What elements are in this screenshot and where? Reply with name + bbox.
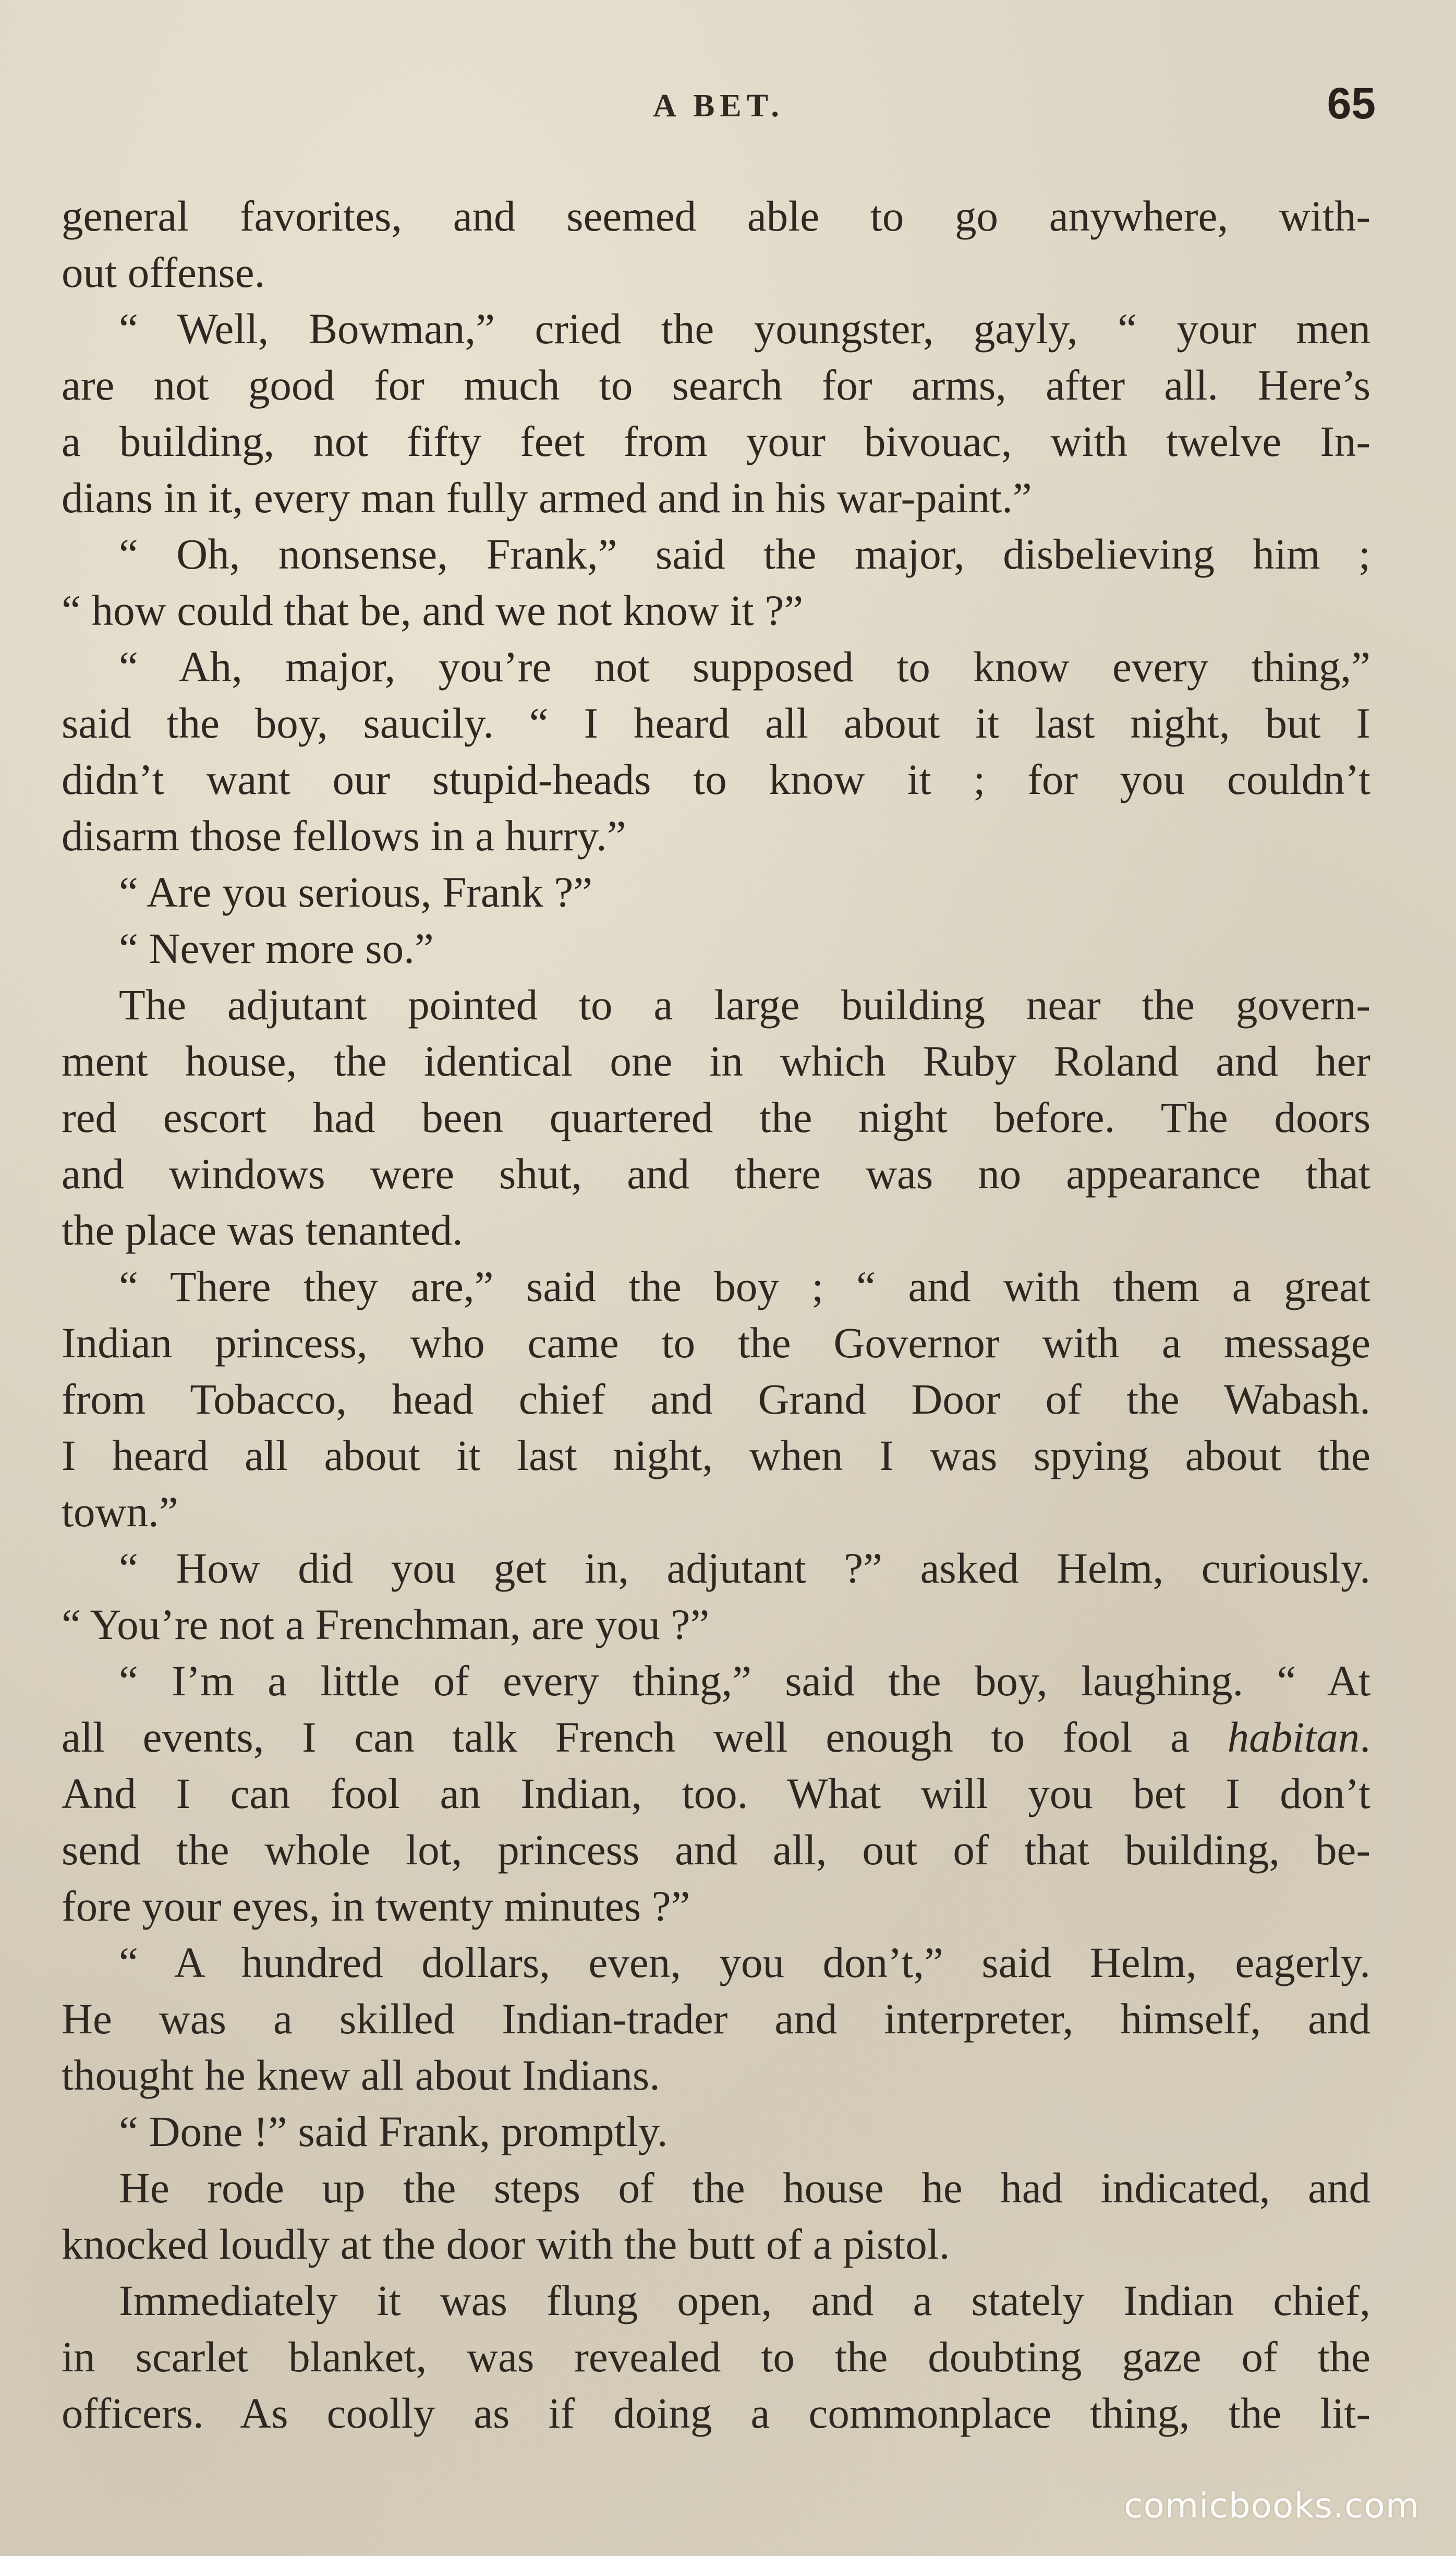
text-line: disarm those fellows in a hurry.” xyxy=(62,812,626,860)
italic-word: habitan xyxy=(1227,1713,1360,1761)
text-line: Indian princess, who came to the Governor with a message xyxy=(62,1319,1370,1367)
text-line: And I can fool an Indian, too. What will you bet I don’t xyxy=(62,1769,1370,1817)
text-line: “ Oh, nonsense, Frank,” said the major, disbelieving him ; xyxy=(119,530,1370,578)
text-line: “ Done !” said Frank, promptly. xyxy=(119,2107,668,2155)
text-line: Immediately it was flung open, and a stately Indian chief, xyxy=(119,2276,1370,2324)
text-line: ment house, the identical one in which Ruby Roland and her xyxy=(62,1037,1370,1085)
text-line: “ Never more so.” xyxy=(119,924,434,972)
text-line: “ Are you serious, Frank ?” xyxy=(119,868,593,916)
text-line: dians in it, every man fully armed and in his war-paint.” xyxy=(62,474,1032,522)
text-line: knocked loudly at the door with the butt of a pistol. xyxy=(62,2220,950,2268)
text-line: “ You’re not a Frenchman, are you ?” xyxy=(62,1600,710,1648)
text-line: thought he knew all about Indians. xyxy=(62,2051,660,2099)
watermark: comicbooks.com xyxy=(1124,2486,1419,2526)
text-line: all events, I can talk French well enough to fool a habitan. xyxy=(62,1713,1370,1761)
page-number: 65 xyxy=(1327,79,1376,128)
text-line: the place was tenanted. xyxy=(62,1206,463,1254)
text-line: said the boy, saucily. “ I heard all about it last night, but I xyxy=(62,699,1370,747)
text-line: officers. As coolly as if doing a commonplace thing, the lit- xyxy=(62,2389,1370,2437)
text-line: I heard all about it last night, when I was spying about the xyxy=(62,1431,1370,1479)
text-line: He was a skilled Indian-trader and interpreter, himself, and xyxy=(62,1995,1370,2043)
text-line: “ Ah, major, you’re not supposed to know every thing,” xyxy=(119,643,1370,691)
text-line: “ A hundred dollars, even, you don’t,” said Helm, eagerly. xyxy=(119,1938,1370,1986)
text-line: a building, not fifty feet from your bivouac, with twelve In- xyxy=(62,417,1370,465)
body-text xyxy=(62,188,1370,2441)
text-line: red escort had been quartered the night before. The doors xyxy=(62,1093,1370,1141)
text-line: are not good for much to search for arms, after all. Here’s xyxy=(62,361,1370,409)
text-line: in scarlet blanket, was revealed to the doubting gaze of the xyxy=(62,2333,1370,2381)
text-line: “ I’m a little of every thing,” said the boy, laughing. “ At xyxy=(119,1657,1370,1705)
text-line: send the whole lot, princess and all, out of that building, be- xyxy=(62,1826,1370,1874)
chapter-title: A BET. xyxy=(653,88,784,124)
text-line: didn’t want our stupid-heads to know it ; for you couldn’t xyxy=(62,755,1370,803)
text-line: He rode up the steps of the house he had indicated, and xyxy=(119,2164,1370,2212)
text-line: out offense. xyxy=(62,248,265,296)
text-line: The adjutant pointed to a large building near the govern- xyxy=(119,981,1370,1029)
text-line: “ how could that be, and we not know it ?” xyxy=(62,586,804,634)
running-head xyxy=(62,78,1376,136)
text-line: “ How did you get in, adjutant ?” asked Helm, curiously. xyxy=(119,1544,1370,1592)
text-line: and windows were shut, and there was no appearance that xyxy=(62,1150,1370,1198)
text-line: “ There they are,” said the boy ; “ and with them a great xyxy=(119,1262,1370,1310)
text-line: fore your eyes, in twenty minutes ?” xyxy=(62,1882,690,1930)
text-line: general favorites, and seemed able to go anywhere, with- xyxy=(62,192,1370,240)
text-line: town.” xyxy=(62,1488,178,1536)
text-line: from Tobacco, head chief and Grand Door of the Wabash. xyxy=(62,1375,1370,1423)
text-line: “ Well, Bowman,” cried the youngster, gayly, “ your men xyxy=(119,305,1370,353)
